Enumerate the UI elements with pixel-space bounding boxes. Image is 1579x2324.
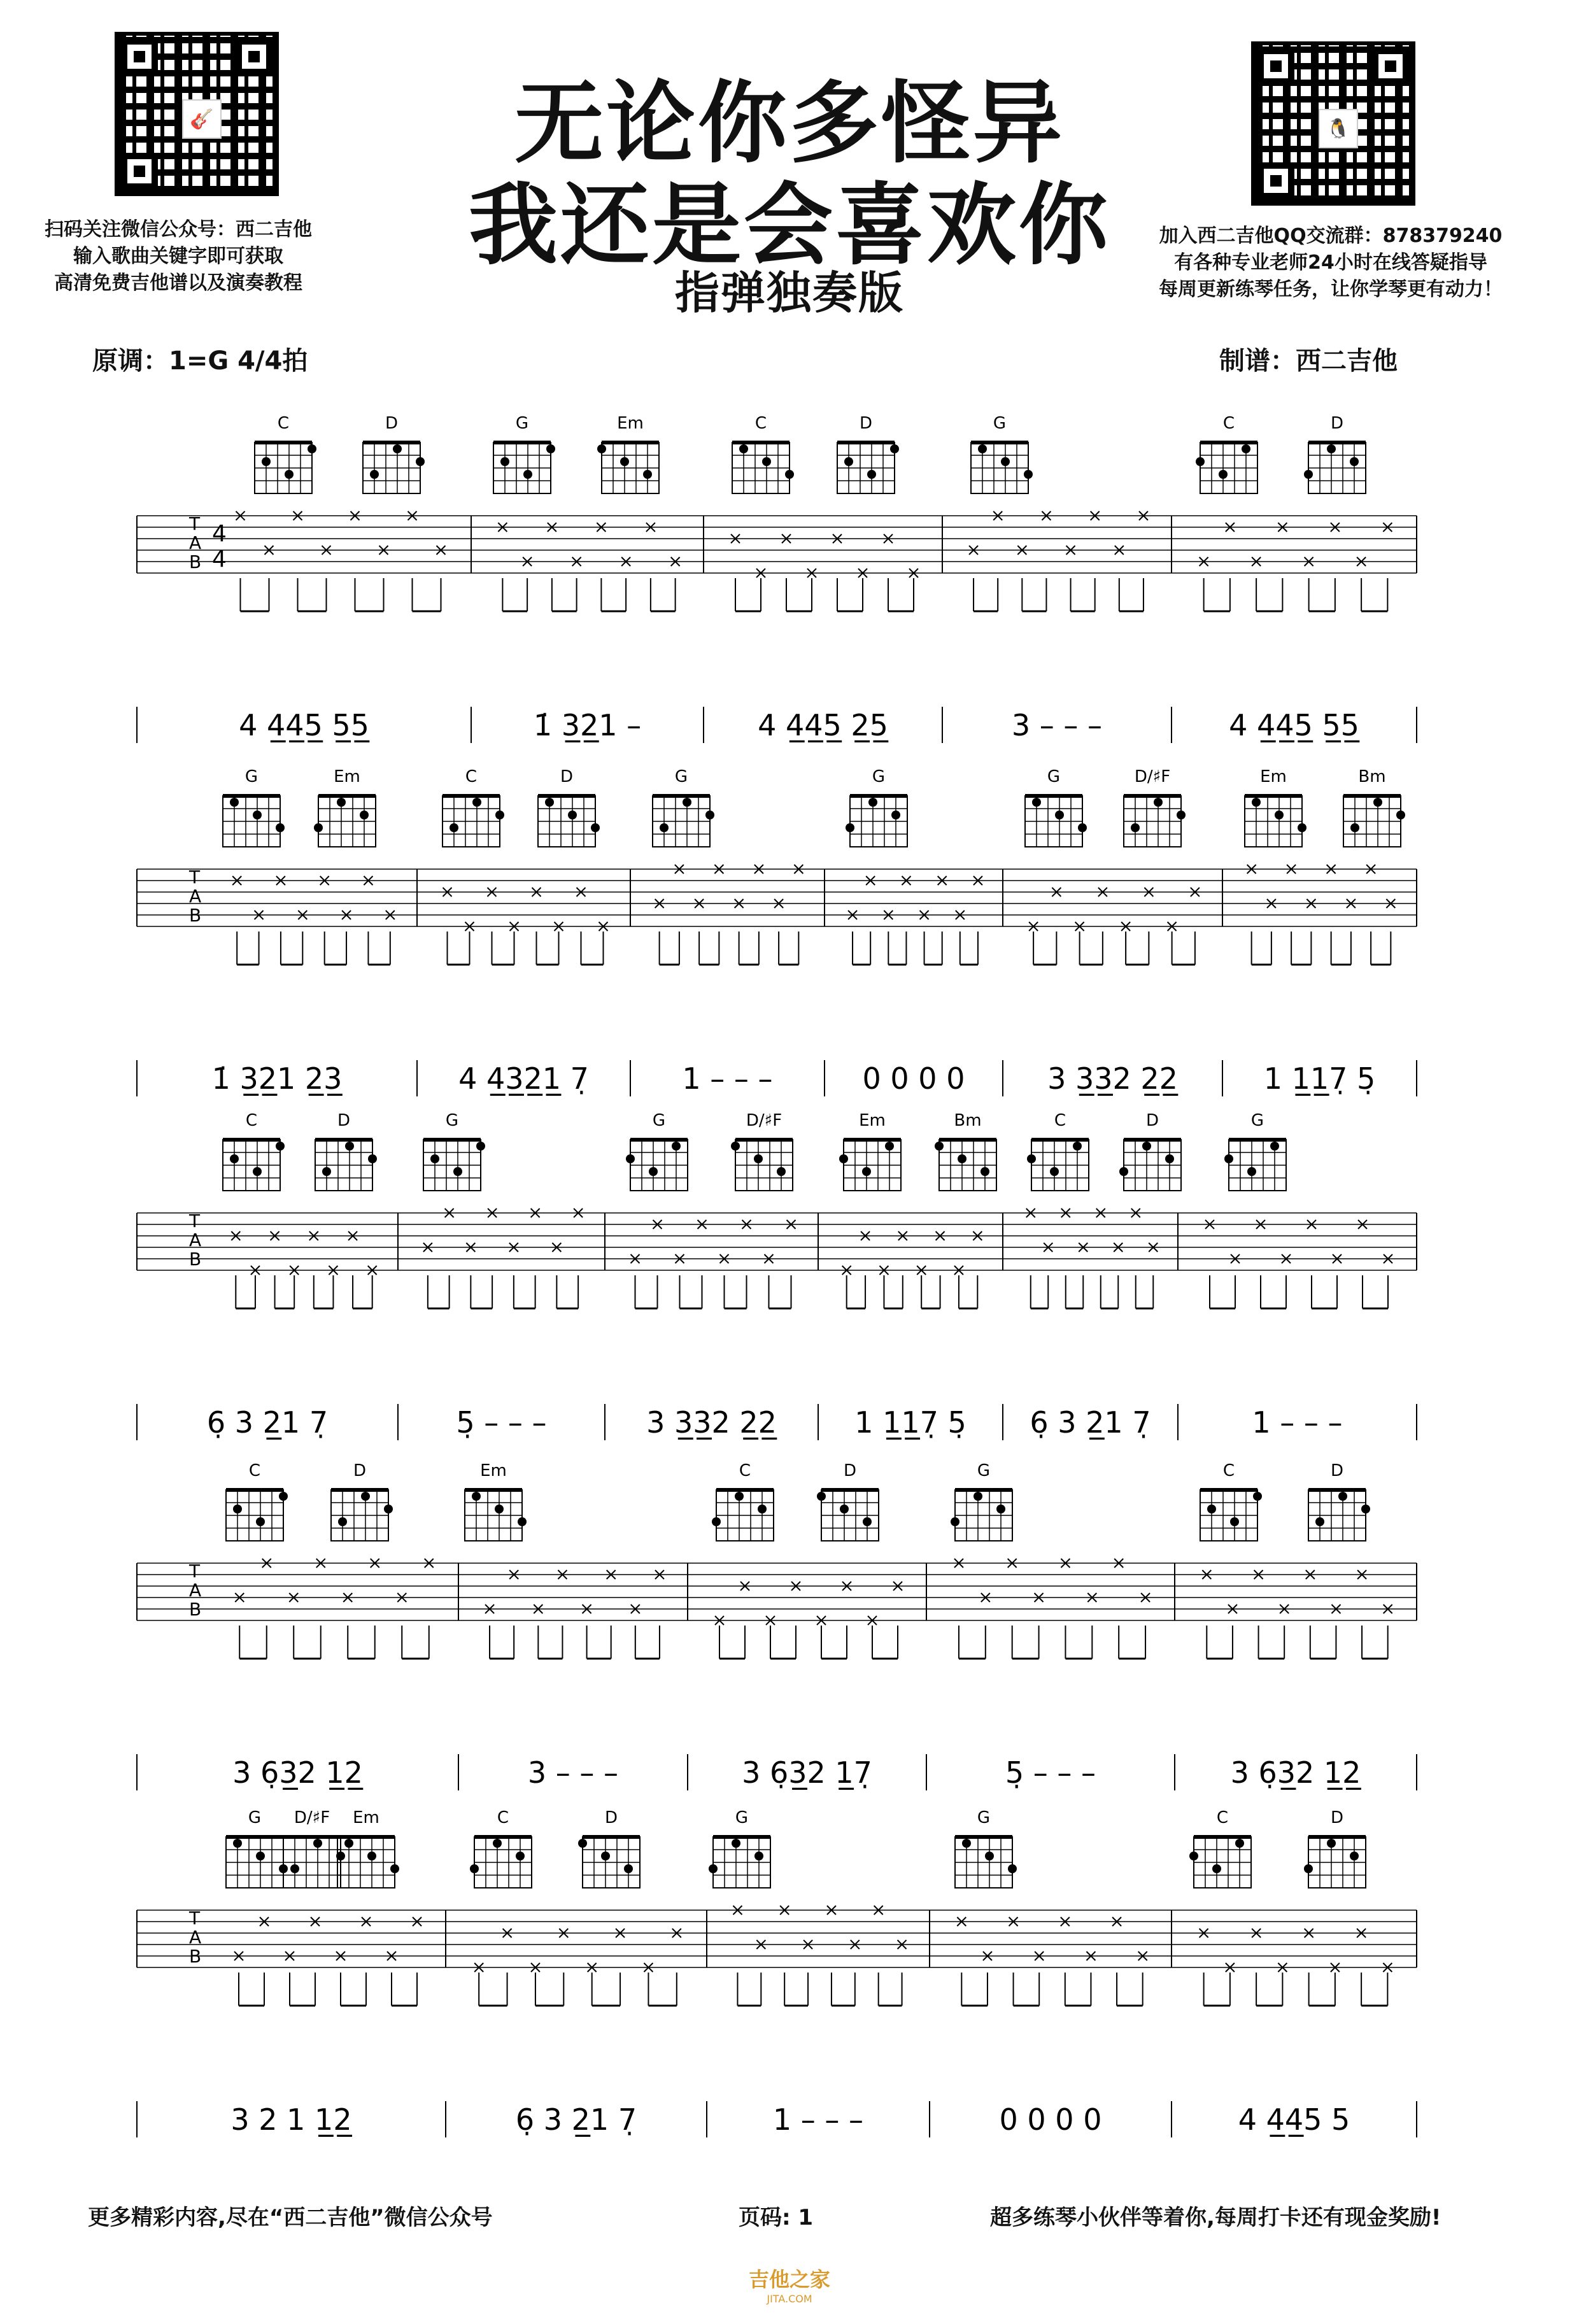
chord-finger-dot	[1027, 1154, 1036, 1163]
chord-finger-dot	[846, 823, 854, 832]
chord-finger-dot	[840, 1505, 849, 1513]
chord-name: D	[604, 1808, 618, 1827]
song-title-line1: 无论你多怪异	[514, 72, 1065, 176]
chord-name: G	[993, 414, 1007, 433]
chord-finger-dot	[1270, 1142, 1279, 1151]
chord-finger-dot	[785, 470, 794, 479]
chord-finger-dot	[1055, 811, 1064, 819]
chord-finger-dot	[1361, 1505, 1370, 1513]
chord-finger-dot	[476, 1142, 485, 1151]
chord-finger-dot	[1073, 1142, 1082, 1151]
chord-finger-dot	[862, 1167, 871, 1176]
numbered-notation-measure: 6̣ 3 2̲1 7̣	[1030, 1405, 1151, 1440]
chord-name: C	[245, 1111, 258, 1130]
chord-finger-dot	[844, 457, 853, 466]
chord-finger-dot	[253, 1167, 262, 1176]
chord-finger-dot	[493, 1839, 502, 1848]
chord-finger-dot	[660, 823, 669, 832]
chord-name: C	[1222, 414, 1235, 433]
chord-finger-dot	[1247, 1167, 1256, 1176]
numbered-notation-measure: 5̣ – – –	[456, 1405, 547, 1440]
chord-finger-dot	[285, 470, 294, 479]
tab-clef-letter: A	[189, 532, 202, 553]
chord-finger-dot	[1142, 1142, 1151, 1151]
chord-finger-dot	[754, 1154, 763, 1163]
chord-finger-dot	[1373, 798, 1382, 807]
chord-name: C	[465, 767, 478, 786]
chord-finger-dot	[256, 1517, 265, 1526]
right-info-line: 每周更新练琴任务，让你学琴更有动力！	[1159, 278, 1503, 301]
chord-finger-dot	[1119, 1167, 1128, 1176]
chord-finger-dot	[322, 1167, 331, 1176]
chord-finger-dot	[683, 798, 691, 807]
chord-finger-dot	[624, 1864, 633, 1873]
qq-penguin-icon: 🐧	[1319, 109, 1358, 148]
numbered-notation-measure: 0 0 0 0	[999, 2102, 1102, 2137]
chord-finger-dot	[523, 470, 532, 479]
numbered-notation-measure: 3 6̣3̲2 1̲7̣	[742, 1755, 872, 1790]
page-number: 页码: 1	[739, 2205, 814, 2230]
numbered-notation-measure: 4 4̲4̲5̲ 5̲5̲	[1229, 708, 1359, 742]
chord-finger-dot	[253, 811, 262, 819]
chord-finger-dot	[868, 798, 877, 807]
chord-name: G	[735, 1808, 749, 1827]
numbered-notation-measure: 1̇ 3̲2̲1 2̲3̲	[211, 1061, 343, 1096]
numbered-notation-measure: 1̇ 3̲2̲1 –	[533, 708, 642, 742]
chord-finger-dot	[649, 1167, 658, 1176]
time-signature: 4	[212, 521, 227, 547]
chord-finger-dot	[1078, 823, 1087, 832]
chord-finger-dot	[516, 1852, 525, 1860]
chord-finger-dot	[1252, 798, 1261, 807]
chord-finger-dot	[1230, 1517, 1239, 1526]
chord-name: D	[843, 1461, 857, 1480]
chord-finger-dot	[416, 457, 425, 466]
song-title-line2: 我还是会喜欢你	[468, 174, 1110, 278]
chord-name: G	[977, 1461, 991, 1480]
chord-name: G	[445, 1111, 459, 1130]
chord-finger-dot	[1032, 798, 1041, 807]
chord-name: G	[872, 767, 886, 786]
chord-finger-dot	[230, 1154, 239, 1163]
left-info-line: 高清免费吉他谱以及演奏教程	[54, 272, 302, 294]
chord-finger-dot	[1327, 444, 1336, 453]
numbered-notation-measure: 1 1̲1̲7̣ 5̣	[854, 1405, 967, 1440]
numbered-notation-measure: 4 4̲4̲5 5	[1238, 2102, 1350, 2137]
numbered-notation-measure: 1 – – –	[682, 1061, 773, 1096]
chord-name: D	[560, 767, 574, 786]
chord-finger-dot	[1338, 1492, 1347, 1501]
numbered-notation-measure: 3 2 1 1̲2̲	[230, 2102, 352, 2137]
left-info-line: 扫码关注微信公众号：西二吉他	[45, 218, 312, 241]
chord-finger-dot	[597, 444, 606, 453]
chord-finger-dot	[1242, 444, 1250, 453]
tab-clef-letter: A	[189, 1927, 202, 1948]
chord-name: D	[1330, 1461, 1344, 1480]
chord-finger-dot	[1165, 1154, 1174, 1163]
chord-name: G	[244, 767, 258, 786]
chord-finger-dot	[495, 811, 504, 819]
numbered-notation-measure: 3 3̲3̲2 2̲2̲	[646, 1405, 777, 1440]
chord-finger-dot	[262, 457, 271, 466]
chord-finger-dot	[620, 457, 629, 466]
chord-name: Bm	[1358, 767, 1386, 786]
time-signature: 4	[212, 546, 227, 572]
chord-finger-dot	[739, 444, 748, 453]
footer-right-text: 超多练琴小伙伴等着你,每周打卡还有现金奖励!	[990, 2205, 1441, 2230]
tab-clef-letter: B	[189, 1599, 202, 1620]
watermark-logo	[735, 2264, 844, 2305]
numbered-notation-measure: 1 1̲1̲7̣ 5̣	[1263, 1061, 1376, 1096]
chord-finger-dot	[472, 798, 481, 807]
chord-finger-dot	[951, 1517, 959, 1526]
chord-finger-dot	[360, 811, 369, 819]
chord-finger-dot	[643, 470, 652, 479]
chord-finger-dot	[313, 1839, 322, 1848]
chord-finger-dot	[1219, 470, 1228, 479]
chord-name: D/♯F	[1134, 767, 1171, 786]
song-subtitle: 指弹独奏版	[675, 267, 904, 319]
tab-clef-letter: T	[189, 1908, 201, 1929]
chord-finger-dot	[601, 1852, 610, 1860]
chord-name: G	[248, 1808, 262, 1827]
chord-finger-dot	[978, 444, 987, 453]
chord-finger-dot	[885, 1142, 894, 1151]
chord-name: G	[1250, 1111, 1264, 1130]
chord-finger-dot	[1304, 470, 1313, 479]
chord-name: C	[754, 414, 767, 433]
chord-finger-dot	[1131, 823, 1140, 832]
tab-clef-letter: T	[189, 867, 201, 888]
chord-finger-dot	[1350, 1852, 1359, 1860]
chord-name: D	[353, 1461, 367, 1480]
chord-finger-dot	[393, 444, 402, 453]
numbered-notation-measure: 1 – – –	[772, 2102, 864, 2137]
tab-clef-letter: B	[189, 1946, 202, 1967]
chord-finger-dot	[276, 1142, 285, 1151]
chord-finger-dot	[1327, 1839, 1336, 1848]
chord-finger-dot	[709, 1864, 718, 1873]
key-signature: 原调：1=G 4/4拍	[92, 346, 308, 376]
chord-finger-dot	[1001, 457, 1010, 466]
chord-finger-dot	[314, 823, 323, 832]
chord-finger-dot	[338, 1517, 347, 1526]
chord-finger-dot	[230, 798, 239, 807]
right-info-line: 加入西二吉他QQ交流群：878379240	[1159, 225, 1503, 247]
chord-finger-dot	[985, 1852, 994, 1860]
chord-finger-dot	[981, 1167, 989, 1176]
chord-name: Em	[334, 767, 360, 786]
chord-finger-dot	[1050, 1167, 1059, 1176]
chord-finger-dot	[361, 1492, 370, 1501]
chord-finger-dot	[1024, 470, 1033, 479]
wechat-logo-icon: 🎸	[182, 99, 222, 139]
chord-finger-dot	[626, 1154, 635, 1163]
chord-name: G	[515, 414, 529, 433]
chord-finger-dot	[672, 1142, 681, 1151]
chord-finger-dot	[758, 1505, 767, 1513]
chord-finger-dot	[1189, 1852, 1198, 1860]
chord-finger-dot	[233, 1505, 242, 1513]
chord-finger-dot	[1177, 811, 1186, 819]
tab-clef-letter: A	[189, 1229, 202, 1251]
chord-name: C	[497, 1808, 509, 1827]
chord-finger-dot	[1315, 1517, 1324, 1526]
chord-name: G	[652, 1111, 666, 1130]
chord-name: D	[1145, 1111, 1159, 1130]
tab-clef-letter: T	[189, 1210, 201, 1231]
chord-finger-dot	[470, 1864, 479, 1873]
chord-finger-dot	[1253, 1492, 1262, 1501]
numbered-notation-measure: 6̣ 3 2̲1 7̣	[515, 2102, 637, 2137]
chord-finger-dot	[1212, 1864, 1221, 1873]
chord-finger-dot	[390, 1864, 399, 1873]
chord-name: Em	[480, 1461, 507, 1480]
chord-finger-dot	[777, 1167, 786, 1176]
chord-name: C	[1222, 1461, 1235, 1480]
chord-finger-dot	[1224, 1154, 1233, 1163]
chord-finger-dot	[453, 1167, 462, 1176]
chord-finger-dot	[1350, 823, 1359, 832]
chord-finger-dot	[279, 1492, 288, 1501]
chord-finger-dot	[735, 1492, 744, 1501]
tab-clef-letter: B	[189, 551, 202, 572]
numbered-notation-measure: 4 4̲4̲5̲ 5̲5̲	[239, 708, 369, 742]
chord-name: D	[859, 414, 873, 433]
chord-name: C	[248, 1461, 261, 1480]
chord-name: D/♯F	[746, 1111, 782, 1130]
chord-finger-dot	[290, 1864, 299, 1873]
chord-finger-dot	[1275, 811, 1284, 819]
chord-name: D/♯F	[294, 1808, 330, 1827]
chord-finger-dot	[472, 1492, 481, 1501]
chord-finger-dot	[712, 1517, 721, 1526]
chord-finger-dot	[500, 457, 509, 466]
chord-finger-dot	[545, 798, 554, 807]
chord-finger-dot	[337, 798, 346, 807]
chord-finger-dot	[256, 1852, 265, 1860]
chord-finger-dot	[450, 823, 458, 832]
chord-name: C	[1054, 1111, 1066, 1130]
chord-finger-dot	[568, 811, 577, 819]
chord-name: C	[739, 1461, 751, 1480]
chord-name: D	[385, 414, 399, 433]
chord-name: D	[1330, 1808, 1344, 1827]
chord-finger-dot	[591, 823, 600, 832]
chord-finger-dot	[1154, 798, 1163, 807]
chord-name: D	[337, 1111, 351, 1130]
chord-name: G	[674, 767, 688, 786]
chord-finger-dot	[344, 1839, 353, 1848]
chord-finger-dot	[370, 470, 379, 479]
footer-left-text: 更多精彩内容,尽在“西二吉他”微信公众号	[88, 2205, 493, 2230]
chord-finger-dot	[817, 1492, 826, 1501]
chord-finger-dot	[754, 1852, 763, 1860]
chord-finger-dot	[731, 1142, 740, 1151]
tab-clef-letter: B	[189, 1249, 202, 1270]
chord-name: G	[977, 1808, 991, 1827]
chord-finger-dot	[839, 1154, 848, 1163]
chord-finger-dot	[867, 470, 876, 479]
chord-finger-dot	[368, 1154, 377, 1163]
numbered-notation-measure: 3 – – –	[1011, 708, 1103, 742]
chord-name: D	[1330, 414, 1344, 433]
chord-name: C	[277, 414, 290, 433]
chord-finger-dot	[518, 1517, 527, 1526]
chord-finger-dot	[996, 1505, 1005, 1513]
right-info-line: 有各种专业老师24小时在线答疑指导	[1174, 252, 1487, 274]
chord-finger-dot	[345, 1142, 354, 1151]
tab-clef-letter: B	[189, 905, 202, 926]
chord-finger-dot	[762, 457, 771, 466]
left-info-line: 输入歌曲关键字即可获取	[73, 245, 283, 267]
chord-finger-dot	[1207, 1505, 1216, 1513]
chord-finger-dot	[1298, 823, 1306, 832]
numbered-notation-measure: 3 – – –	[527, 1755, 619, 1790]
chord-finger-dot	[546, 444, 555, 453]
numbered-notation-measure: 1 – – –	[1252, 1405, 1343, 1440]
chord-finger-dot	[962, 1839, 971, 1848]
tab-clef-letter: T	[189, 1561, 201, 1582]
chord-name: Em	[617, 414, 644, 433]
chord-finger-dot	[430, 1154, 439, 1163]
tab-clef-letter: T	[189, 513, 201, 534]
chord-finger-dot	[495, 1505, 504, 1513]
tab-clef-letter: A	[189, 886, 202, 907]
watermark-text: 吉他之家	[748, 2267, 830, 2292]
watermark-subtext: JITA.COM	[767, 2293, 812, 2305]
chord-finger-dot	[935, 1142, 944, 1151]
numbered-notation-measure: 3 6̣3̲2 1̲2̲	[232, 1755, 363, 1790]
tab-clef-letter: A	[189, 1580, 202, 1601]
chord-name: G	[1047, 767, 1061, 786]
chord-finger-dot	[1235, 1839, 1244, 1848]
chord-name: Em	[859, 1111, 886, 1130]
chord-finger-dot	[233, 1839, 242, 1848]
chord-finger-dot	[384, 1505, 393, 1513]
numbered-notation-measure: 3 3̲3̲2 2̲2̲	[1047, 1061, 1178, 1096]
chord-name: C	[1216, 1808, 1229, 1827]
chord-finger-dot	[732, 1839, 740, 1848]
chord-finger-dot	[705, 811, 714, 819]
chord-finger-dot	[890, 444, 899, 453]
chord-finger-dot	[308, 444, 316, 453]
numbered-notation-measure: 3 6̣3̲2 1̲2̲	[1230, 1755, 1361, 1790]
numbered-notation-measure: 0 0 0 0	[862, 1061, 965, 1096]
chord-finger-dot	[974, 1492, 982, 1501]
numbered-notation-measure: 4 4̲3̲2̲1̲ 7̣	[458, 1061, 589, 1096]
chord-name: Em	[1260, 767, 1287, 786]
chord-finger-dot	[367, 1852, 376, 1860]
chord-finger-dot	[863, 1517, 872, 1526]
chord-finger-dot	[891, 811, 900, 819]
chord-finger-dot	[1396, 811, 1405, 819]
numbered-notation-measure: 5̣ – – –	[1005, 1755, 1096, 1790]
chord-finger-dot	[578, 1839, 587, 1848]
arranger: 制谱：西二吉他	[1219, 346, 1398, 376]
numbered-notation-measure: 6̣ 3 2̲1 7̣	[206, 1405, 329, 1440]
chord-name: Bm	[954, 1111, 982, 1130]
chord-finger-dot	[276, 823, 285, 832]
numbered-notation-measure: 4 4̲4̲5̲ 2̲5̲	[758, 708, 888, 742]
chord-finger-dot	[1350, 457, 1359, 466]
chord-finger-dot	[1196, 457, 1205, 466]
chord-finger-dot	[958, 1154, 967, 1163]
chord-finger-dot	[1304, 1864, 1313, 1873]
chord-name: Em	[353, 1808, 379, 1827]
chord-finger-dot	[1008, 1864, 1017, 1873]
